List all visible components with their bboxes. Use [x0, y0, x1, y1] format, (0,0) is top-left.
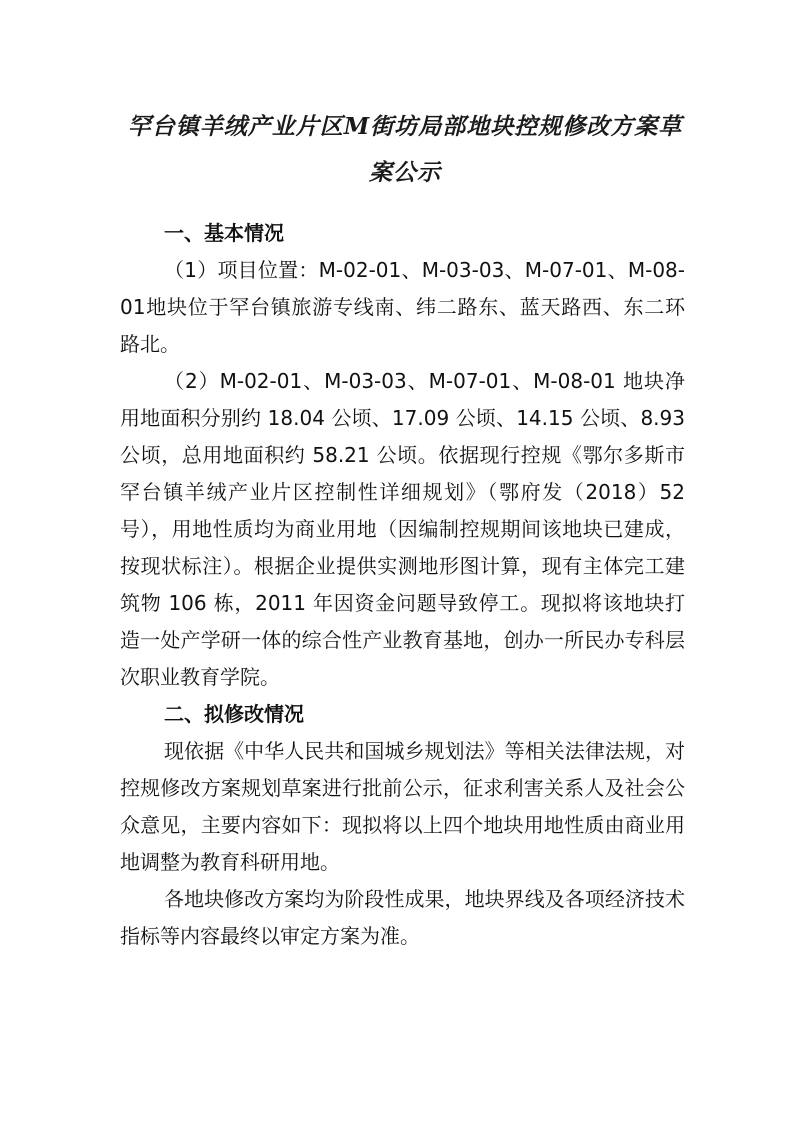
- section-proposed-change: [120, 696, 685, 955]
- document-title: 罕台镇羊绒产业片区M街坊局部地块控规修改方案草案公示: [127, 113, 683, 186]
- section-heading-basic-info: 一、基本情况: [164, 221, 284, 245]
- paragraph-final-note: 各地块修改方案均为阶段性成果，地块界线及各项经济技术指标等内容最终以审定方案为准。: [120, 887, 685, 948]
- paragraph-project-location: （1）项目位置：M-02-01、M-03-03、M-07-01、M-08-01地块位于罕台镇旅游专线南、纬二路东、蓝天路西、东二环路北。: [120, 258, 685, 356]
- paragraph-land-area: （2）M-02-01、M-03-03、M-07-01、M-08-01 地块净用地面积分别约 18.04 公顷、17.09 公顷、14.15 公顷、8.93 公顷，总用地面积约 58.21 公顷。依据现行控规《鄂尔多斯市罕台镇羊绒产业片区控制性详细规划》（鄂府发（2018）52 号），用地性质均为商业用地（因编制控规期间该地块已建成，按现状标注）。根据企业提供实测地形图计算，现有主体完工建筑物 106 栋，2011 年因资金问题导致停工。现拟将该地块打造一处产学研一体的综合性产业教育基地，创办一所民办专科层次职业教育学院。: [120, 369, 685, 689]
- document-body: [120, 215, 685, 955]
- section-heading-proposed-change: 二、拟修改情况: [164, 702, 304, 726]
- paragraph-change-content: 现依据《中华人民共和国城乡规划法》等相关法律法规，对控规修改方案规划草案进行批前公示，征求利害关系人及社会公众意见，主要内容如下：现拟将以上四个地块用地性质由商业用地调整为教育科研用地。: [120, 739, 685, 874]
- section-basic-info: [120, 215, 685, 696]
